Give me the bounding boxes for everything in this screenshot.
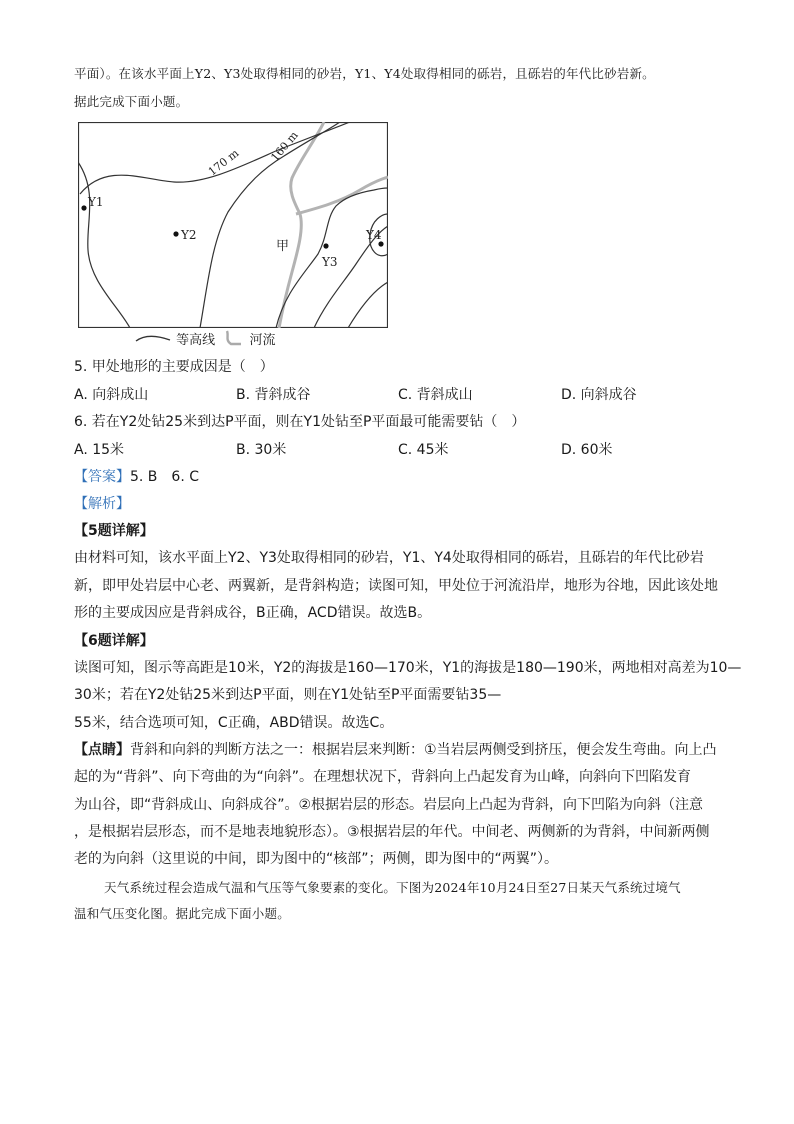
d5-line-3: 形的主要成因应是背斜成谷，B正确，ACD错误。故选B。 xyxy=(74,605,432,621)
d6-line-3: 55米，结合选项可知，C正确，ABD错误。故选C。 xyxy=(74,715,394,731)
contour-label-160: 160 m xyxy=(268,128,301,164)
d6-title: 【6题详解】 xyxy=(74,633,154,649)
legend-river-label: 河流 xyxy=(249,333,276,348)
q6-option-d: D. 60米 xyxy=(561,442,613,458)
tip-first-line: 背斜和向斜的判断方法之一：根据岩层来判断：①当岩层两侧受到挤压，便会发生弯曲。向上凸 xyxy=(130,742,717,758)
point-y2 xyxy=(173,231,178,236)
d5-title: 【5题详解】 xyxy=(74,523,154,539)
tip-line-4: ，是根据岩层形态，而不是地表地貌形态）。③根据岩层的年代。中间老、两侧新的为背斜，中间新两侧 xyxy=(74,824,710,840)
tip-line-5: 老的为向斜（这里说的中间，即为图中的“核部”；两侧，即为图中的“两翼”）。 xyxy=(74,851,559,867)
q5-option-a: A. 向斜成山 xyxy=(74,387,149,403)
d6-line-1: 读图可知，图示等高距是10米，Y2的海拔是160—170米，Y1的海拔是180—190米，两地相对高差为10— xyxy=(74,660,742,676)
label-y1: Y1 xyxy=(88,195,104,209)
point-y3 xyxy=(323,243,328,248)
label-y3: Y3 xyxy=(322,255,338,269)
next-intro-line-2: 温和气压变化图。据此完成下面小题。 xyxy=(74,906,290,921)
map-legend xyxy=(134,330,275,352)
q6-stem: 6. 若在Y2处钻25米到达P平面，则在Y1处钻至P平面最可能需要钻（ ） xyxy=(74,414,526,430)
q6-option-c: C. 45米 xyxy=(398,442,449,458)
legend-river-symbol xyxy=(219,330,245,352)
next-intro-line-1: 天气系统过程会造成气温和气压等气象要素的变化。下图为2024年10月24日至27日某天气系统过境气 xyxy=(104,880,681,895)
analysis-label: 【解析】 xyxy=(74,496,130,512)
contour-map xyxy=(78,122,388,328)
d6-line-2: 30米；若在Y2处钻25米到达P平面，则在Y1处钻至P平面需要钻35— xyxy=(74,687,502,703)
tip-label: 【点睛】 xyxy=(74,742,130,758)
answer-text: 5. B 6. C xyxy=(130,469,199,485)
d5-line-2: 新，即甲处岩层中心老、两翼新，是背斜构造；读图可知，甲处位于河流沿岸，地形为谷地，因此该处地 xyxy=(74,578,718,594)
point-y1 xyxy=(81,205,86,210)
q5-option-b: B. 背斜成谷 xyxy=(236,387,311,403)
contour-label-170: 170 m xyxy=(205,146,242,179)
answer-row xyxy=(74,467,199,487)
d5-line-1: 由材料可知，该水平面上Y2、Y3处取得相同的砂岩，Y1、Y4处取得相同的砾岩，且砾岩的年代比砂岩 xyxy=(74,550,704,566)
label-y2: Y2 xyxy=(181,228,197,242)
tip-line-3: 为山谷，即“背斜成山、向斜成谷”。②根据岩层的形态。岩层向上凸起为背斜，向下凹陷为向斜（注意 xyxy=(74,797,704,813)
intro-line-1: 平面）。在该水平面上Y2、Y3处取得相同的砂岩，Y1、Y4处取得相同的砾岩，且砾岩的年代比砂岩新。 xyxy=(74,66,655,81)
intro-line-2: 据此完成下面小题。 xyxy=(74,94,189,109)
q6-option-b: B. 30米 xyxy=(236,442,287,458)
q5-stem: 5. 甲处地形的主要成因是（ ） xyxy=(74,359,274,375)
point-y4 xyxy=(378,241,383,246)
label-y4: Y4 xyxy=(366,228,382,242)
label-jia: 甲 xyxy=(276,239,290,254)
legend-contour-symbol xyxy=(134,332,172,350)
tip-line-2: 起的为“背斜”、向下弯曲的为“向斜”。在理想状况下，背斜向上凸起发育为山峰，向斜向下凹陷发育 xyxy=(74,769,692,785)
tip-row xyxy=(74,740,717,760)
q5-option-d: D. 向斜成谷 xyxy=(561,387,637,403)
q6-option-a: A. 15米 xyxy=(74,442,125,458)
legend-contour-label: 等高线 xyxy=(176,333,216,348)
q5-option-c: C. 背斜成山 xyxy=(398,387,473,403)
answer-label: 【答案】 xyxy=(74,469,130,485)
